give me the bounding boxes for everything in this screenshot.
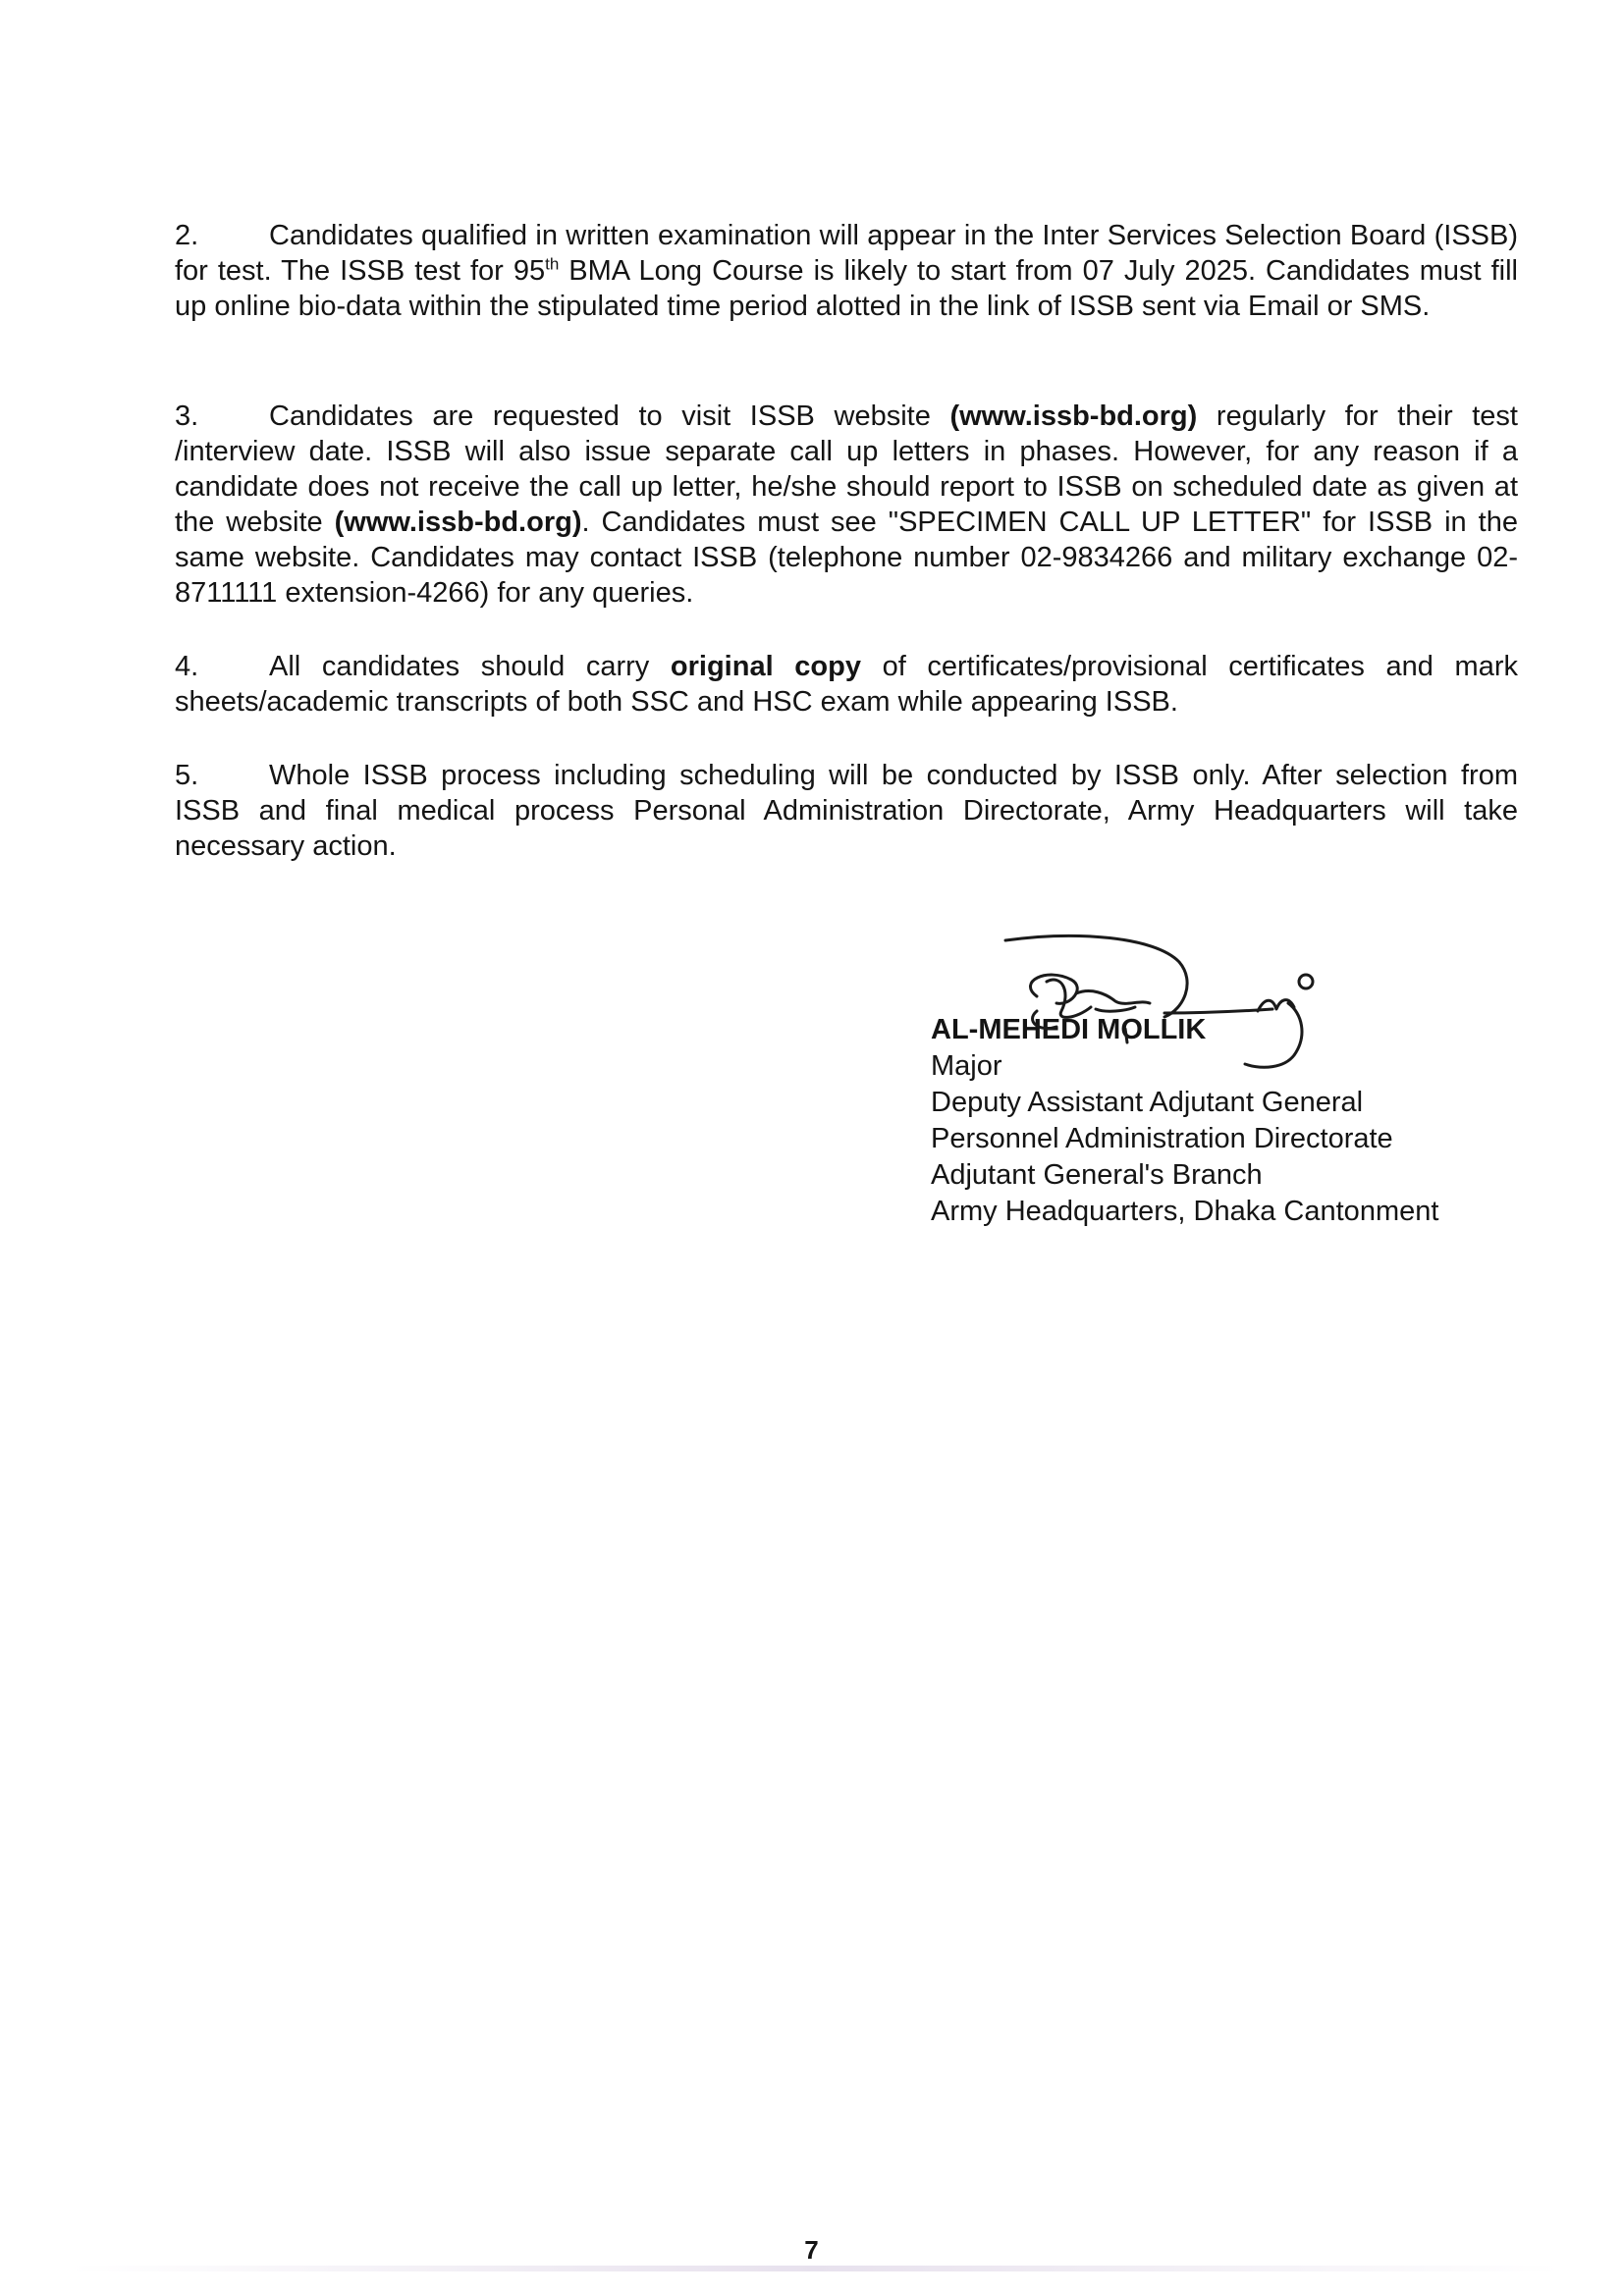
paragraph-number: 3. [175,400,199,432]
paragraph-3: 3. Candidates are requested to visit ISSB website (www.issb-bd.org) regularly for their test /interview date. ISSB will also issue separate call up letters in phases. However, for any reason if a candidate does not receive the call up letter, he/she should report to ISSB on scheduled date as given at the website (www.issb-bd.org). Candidates must see "SPECIMEN CALL UP LETTER" for ISSB in the same website. Candidates may contact ISSB (telephone number 02-9834266 and military exchange 02-8711111 extension-4266) for any queries. [175,400,1518,609]
signatory-name: AL-MEHEDI MOLLIK [931,1014,1207,1045]
page-number: 7 [804,2235,819,2265]
signatory-designation: Deputy Assistant Adjutant General [931,1087,1364,1118]
paragraph-number: 4. [175,651,199,682]
handwritten-signature [978,923,1341,1095]
paragraph-2: 2. Candidates qualified in written examination will appear in the Inter Services Selection Board (ISSB) for test. The ISSB test for 95th BMA Long Course is likely to start from 07 July 2025. Candidates must fill up online bio-data within the stipulated time period alotted in the link of ISSB sent via Email or SMS. [175,220,1518,322]
paragraph-number: 5. [175,760,199,791]
signatory-directorate: Personnel Administration Directorate [931,1123,1393,1154]
signatory-branch: Adjutant General's Branch [931,1159,1263,1191]
paragraph-5: 5. Whole ISSB process including scheduling will be conducted by ISSB only. After selection from ISSB and final medical process Personal Administration Directorate, Army Headquarters will take necessary action. [175,760,1518,862]
signatory-rank: Major [931,1050,1002,1082]
paragraph-4: 4. All candidates should carry original copy of certificates/provisional certificates and mark sheets/academic transcripts of both SSC and HSC exam while appearing ISSB. [175,651,1518,718]
emphasis-text: original copy [670,651,861,682]
scan-edge-artifact [69,2266,1561,2271]
paragraph-number: 2. [175,220,199,251]
signatory-location: Army Headquarters, Dhaka Cantonment [931,1196,1439,1227]
website-link: (www.issb-bd.org) [949,400,1198,432]
website-link: (www.issb-bd.org) [334,507,582,538]
